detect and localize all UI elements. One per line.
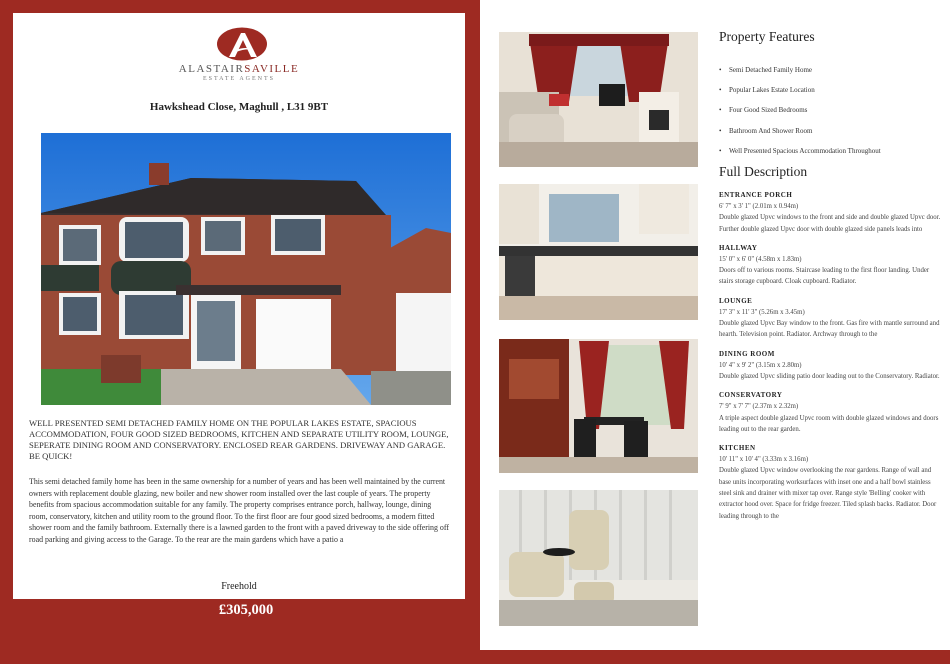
room-description: Double glazed Upvc windows to the front and side and double glazed Upvc door. Further double glazed Upvc door with double glazed side panels leads into xyxy=(719,214,941,233)
room-description: Double glazed Upvc window overlooking the rear gardens. Range of wall and base units incorporating worksurfaces with inset one and a half bowl stainless steel sink and drainer with mixer tap over. Range style 'Belling' cooker with extractor hood over. Space for fridge freezer. Tiled splash backs. Radiator. Door leading through to the xyxy=(719,467,937,520)
house-exterior-photo xyxy=(41,133,451,405)
room-entrance-porch xyxy=(719,190,944,235)
room-dining-room xyxy=(719,349,944,383)
conservatory-photo xyxy=(499,490,698,626)
summary-headline: WELL PRESENTED SEMI DETACHED FAMILY HOME ON THE POPULAR LAKES ESTATE, SPACIOUS ACCOMMODATION, FOUR GOOD SIZED BEDROOMS, KITCHEN AND SEPARATE UTILITY ROOM, LOUNGE, SEPERATE DINING ROOM AND CONSERVATORY. ENCLOSED REAR GARDENS. DRIVEWAY AND GARAGE. BE QUICK! xyxy=(29,418,449,461)
details-page xyxy=(480,0,950,650)
property-description: This semi detached family home has been in the same ownership for a number of years and has been well maintained by the current owners with replacement double glazing, new boiler and new shower room installed over the last couple of years. The property benefits from spacious accommodation suitable for any family. The property comprises entrance porch, hallway, lounge, dining room, conservatory, kitchen and utility room to the ground floor. To the first floor are four good sized bedrooms, a modern fitted shower room and the family bathroom. Externally there is a lawned garden to the front with a paved driveway to the side offering off road parking and giving access to the Garage. To the rear are the main gardens which have a patio a xyxy=(29,477,449,544)
room-title: HALLWAY xyxy=(719,243,758,252)
room-conservatory xyxy=(719,390,944,435)
feature-item: • Bathroom And Shower Room xyxy=(719,121,944,141)
room-kitchen xyxy=(719,443,944,522)
room-title: DINING ROOM xyxy=(719,349,775,358)
feature-item: • Four Good Sized Bedrooms xyxy=(719,100,944,120)
asking-price: £305,000 xyxy=(218,602,274,618)
tenure: Freehold xyxy=(221,581,257,592)
kitchen-photo xyxy=(499,184,698,320)
lounge-photo xyxy=(499,32,698,167)
room-lounge xyxy=(719,296,944,341)
front-page xyxy=(13,13,465,599)
room-description: A triple aspect double glazed Upvc room with double glazed windows and doors leading out to the rear garden. xyxy=(719,414,939,433)
room-description: Doors off to various rooms. Staircase leading to the first floor landing. Under stairs storage cupboard. Cloak cupboard. Radiator. xyxy=(719,267,930,286)
feature-item: • Semi Detached Family Home xyxy=(719,60,944,80)
room-title: KITCHEN xyxy=(719,444,756,453)
room-size: 10' 4" x 9' 2" (3.15m x 2.80m) xyxy=(719,361,802,369)
room-title: ENTRANCE PORCH xyxy=(719,191,793,199)
full-description-title: Full Description xyxy=(719,164,808,179)
room-size: 10' 11" x 10' 4" (3.33m x 3.16m) xyxy=(719,456,809,464)
feature-item: • Popular Lakes Estate Location xyxy=(719,80,944,100)
room-title: CONSERVATORY xyxy=(719,391,783,400)
room-title: LOUNGE xyxy=(719,296,753,305)
room-size: 6' 7" x 3' 1" (2.01m x 0.94m) xyxy=(719,203,799,210)
room-list xyxy=(719,190,944,530)
agency-tagline: ESTATE AGENTS xyxy=(202,76,276,82)
room-size: 15' 0" x 6' 0" (4.58m x 1.83m) xyxy=(719,255,802,263)
features-title: Property Features xyxy=(719,29,815,44)
room-description: Double glazed Upvc sliding patio door leading out to the Conservatory. Radiator. xyxy=(719,372,940,380)
room-size: 7' 9" x 7' 7" (2.37m x 2.32m) xyxy=(719,403,799,411)
dining-room-photo xyxy=(499,339,698,473)
features-list xyxy=(719,60,944,161)
room-hallway xyxy=(719,243,944,288)
feature-item: • Well Presented Spacious Accommodation Throughout xyxy=(719,141,944,161)
agency-logo xyxy=(216,27,268,61)
room-description: Double glazed Upvc Bay window to the front. Gas fire with mantle surround and hearth. Television point. Radiator. Archway through to the xyxy=(719,320,940,339)
property-address: Hawkshead Close, Maghull , L31 9BT xyxy=(149,101,329,113)
agency-name: ALASTAIRSAVILLE xyxy=(178,63,300,75)
room-size: 17' 3" x 11' 3" (5.26m x 3.45m) xyxy=(719,308,805,316)
